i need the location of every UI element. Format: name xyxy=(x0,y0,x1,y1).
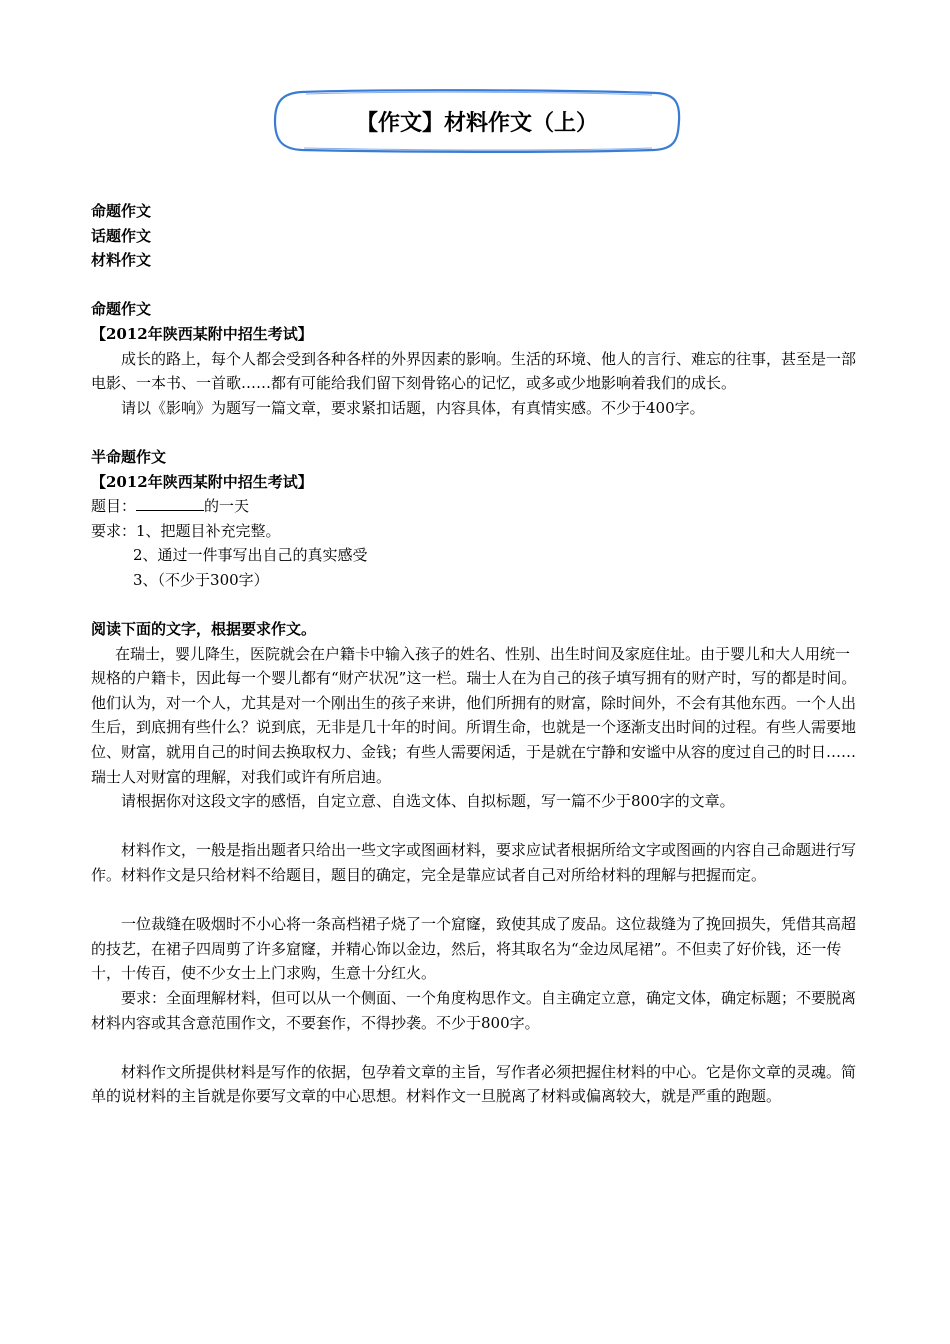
topic-blank xyxy=(136,495,204,511)
section1-paragraph: 成长的路上，每个人都会受到各种各样的外界因素的影响。生活的环境、他人的言行、难忘的往事，甚至是一部电影、一本书、一首歌……都有可能给我们留下刻骨铭心的记忆，或多或少地影响着我们的成长。 xyxy=(91,349,857,393)
page-title: 【作文】材料作文（上） xyxy=(355,110,598,136)
section1-paragraph: 请以《影响》为题写一篇文章，要求紧扣话题，内容具体，有真情实感。不少于400字。 xyxy=(121,398,705,417)
section2-heading: 半命题作文 xyxy=(91,447,167,466)
type-item: 话题作文 xyxy=(91,226,152,245)
type-item: 命题作文 xyxy=(91,202,152,220)
topic-prefix: 题目： xyxy=(91,497,137,516)
section2-req1: 要求：1、把题目补充完整。 xyxy=(91,521,281,540)
section2-req2: 2、通过一件事写出自己的真实感受 xyxy=(133,546,368,565)
topic-suffix: 的一天 xyxy=(204,497,250,516)
section1-heading: 命题作文 xyxy=(91,300,152,319)
closing-paragraph: 材料作文所提供材料是写作的依据，包孕着文章的主旨，写作者必须把握住材料的中心。它是你文章的灵魂。简单的说材料的主旨就是你要写文章的中心思想。材料作文一旦脱离了材料或偏离较大，就是严重的跑题。 xyxy=(91,1062,857,1106)
section3-heading: 阅读下面的文字，根据要求作文。 xyxy=(91,620,317,639)
section3-paragraph: 请根据你对这段文字的感悟，自定立意、自选文体、自拟标题，写一篇不少于800字的文章。 xyxy=(121,792,735,811)
section1-source: 【2012年陕西某附中招生考试】 xyxy=(91,324,313,343)
example-requirement: 要求：全面理解材料，但可以从一个侧面、一个角度构思作文。自主确定立意，确定文体，确定标题；不要脱离材料内容或其含意范围作文，不要套作，不得抄袭。不少于800字。 xyxy=(91,989,857,1032)
type-item: 材料作文 xyxy=(91,251,152,270)
definition-paragraph: 材料作文，一般是指出题者只给出一些文字或图画材料，要求应试者根据所给文字或图画的内容自己命题进行写作。材料作文是只给材料不给题目，题目的确定，完全是靠应试者自己对所给材料的理解与把握而定。 xyxy=(91,841,857,885)
document-body xyxy=(91,199,861,1109)
section3-paragraph: 在瑞士，婴儿降生，医院就会在户籍卡中输入孩子的姓名、性别、出生时间及家庭住址。由于婴儿和大人用统一规格的户籍卡，因此每一个婴儿都有“财产状况”这一栏。瑞士人在为自己的孩子填写拥有的财产时，写的都是时间。他们认为，对一个人，尤其是对一个刚出生的孩子来讲，他们所拥有的财富，除时间外，不会有其他东西。一个人出生后，到底拥有些什么？说到底，无非是几十年的时间。所谓生命，也就是一个逐渐支出时间的过程。有些人需要地位、财富，就用自己的时间去换取权力、金钱；有些人需要闲适，于是就在宁静和安谧中从容的度过自己的时日……瑞士人对财富的理解，对我们或许有所启迪。 xyxy=(91,644,857,786)
section2-req3: 3、（不少于300字） xyxy=(133,570,269,589)
section2-topic xyxy=(91,494,861,519)
title-box xyxy=(272,88,682,154)
example-story: 一位裁缝在吸烟时不小心将一条高档裙子烧了一个窟窿，致使其成了废品。这位裁缝为了挽回损失，凭借其高超的技艺，在裙子四周剪了许多窟窿，并精心饰以金边，然后，将其取名为“金边凤尾裙”。不但卖了好价钱，还一传十，十传百，使不少女士上门求购，生意十分红火。 xyxy=(91,915,857,983)
section2-source: 【2012年陕西某附中招生考试】 xyxy=(91,472,313,491)
